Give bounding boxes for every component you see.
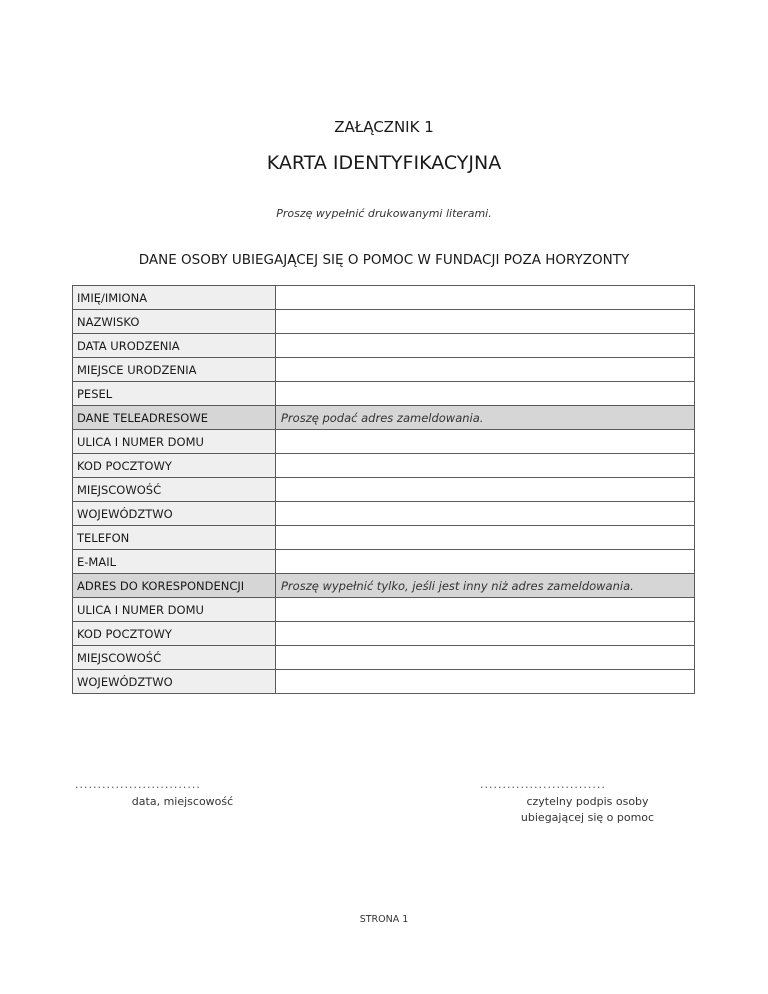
field-input-birth-date[interactable] xyxy=(276,334,695,358)
field-input-birth-place[interactable] xyxy=(276,358,695,382)
form-row-email xyxy=(73,550,695,574)
field-input-street[interactable] xyxy=(276,430,695,454)
form-row-corr-postal-code xyxy=(73,622,695,646)
field-label: KOD POCZTOWY xyxy=(73,622,276,646)
section-hint: Proszę wypełnić tylko, jeśli jest inny niż adres zameldowania. xyxy=(276,574,695,598)
form-row-corr-voivodeship xyxy=(73,670,695,694)
form-row-corr-city xyxy=(73,646,695,670)
page-title: KARTA IDENTYFIKACYJNA xyxy=(266,152,502,174)
field-label: MIEJSCOWOŚĆ xyxy=(73,646,276,670)
form-row-city xyxy=(73,478,695,502)
field-input-voivodeship[interactable] xyxy=(276,502,695,526)
section-title: DANE OSOBY UBIEGAJĄCEJ SIĘ O POMOC W FUNDACJI POZA HORYZONTY xyxy=(138,252,630,268)
field-input-pesel[interactable] xyxy=(276,382,695,406)
form-row-voivodeship xyxy=(73,502,695,526)
field-input-corr-street[interactable] xyxy=(276,598,695,622)
field-label: KOD POCZTOWY xyxy=(73,454,276,478)
signature-caption-line1: czytelny podpis osoby xyxy=(526,795,649,808)
form-row-pesel xyxy=(73,382,695,406)
field-label: DATA URODZENIA xyxy=(73,334,276,358)
form-row-street xyxy=(73,430,695,454)
field-input-corr-city[interactable] xyxy=(276,646,695,670)
section-label: DANE TELEADRESOWE xyxy=(73,406,276,430)
field-input-postal-code[interactable] xyxy=(276,454,695,478)
date-place-caption xyxy=(75,794,290,810)
signature-line[interactable]: ............................ xyxy=(480,778,606,791)
form-row-phone xyxy=(73,526,695,550)
field-label: MIEJSCOWOŚĆ xyxy=(73,478,276,502)
field-input-email[interactable] xyxy=(276,550,695,574)
field-input-surname[interactable] xyxy=(276,310,695,334)
form-row-surname xyxy=(73,310,695,334)
form-row-corr-street xyxy=(73,598,695,622)
signature-caption xyxy=(480,794,695,826)
section-row-contact-data xyxy=(73,406,695,430)
field-input-corr-postal-code[interactable] xyxy=(276,622,695,646)
section-hint: Proszę podać adres zameldowania. xyxy=(276,406,695,430)
date-place-line[interactable]: ............................ xyxy=(75,778,201,791)
field-input-first-names[interactable] xyxy=(276,286,695,310)
section-label: ADRES DO KORESPONDENCJI xyxy=(73,574,276,598)
date-place-caption-text: data, miejscowość xyxy=(131,795,234,808)
field-input-city[interactable] xyxy=(276,478,695,502)
field-label: IMIĘ/IMIONA xyxy=(73,286,276,310)
field-label: WOJEWÓDZTWO xyxy=(73,502,276,526)
field-label: E-MAIL xyxy=(73,550,276,574)
form-row-first-names xyxy=(73,286,695,310)
field-label: WOJEWÓDZTWO xyxy=(73,670,276,694)
field-label: TELEFON xyxy=(73,526,276,550)
field-label: ULICA I NUMER DOMU xyxy=(73,430,276,454)
form-row-birth-date xyxy=(73,334,695,358)
field-input-corr-voivodeship[interactable] xyxy=(276,670,695,694)
signature-caption-line2: ubiegającej się o pomoc xyxy=(520,811,655,824)
form-row-postal-code xyxy=(73,454,695,478)
instruction-note: Proszę wypełnić drukowanymi literami. xyxy=(276,207,492,220)
field-label: ULICA I NUMER DOMU xyxy=(73,598,276,622)
field-input-phone[interactable] xyxy=(276,526,695,550)
field-label: PESEL xyxy=(73,382,276,406)
section-row-correspondence xyxy=(73,574,695,598)
identification-form-table xyxy=(72,285,695,694)
page-number: STRONA 1 xyxy=(359,914,409,925)
annex-label: ZAŁĄCZNIK 1 xyxy=(334,118,434,136)
field-label: NAZWISKO xyxy=(73,310,276,334)
field-label: MIEJSCE URODZENIA xyxy=(73,358,276,382)
form-row-birth-place xyxy=(73,358,695,382)
